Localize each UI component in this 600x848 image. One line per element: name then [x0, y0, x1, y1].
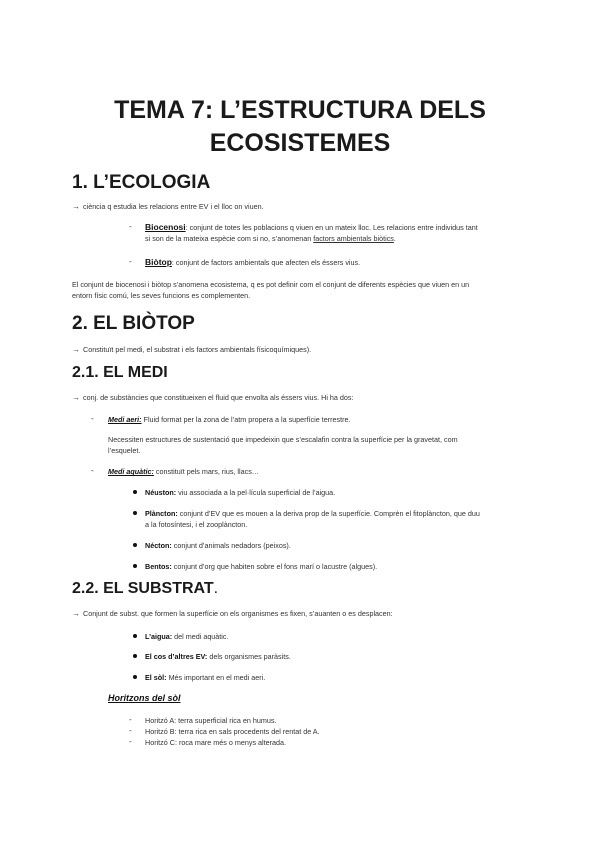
- biocenosi-link: factors ambientals biòtics: [313, 234, 394, 243]
- section-2-heading: 2. EL BIÒTOP: [72, 313, 195, 334]
- horitzons-heading: Horitzons del sòl: [108, 693, 181, 703]
- section-2-1-heading: 2.1. EL MEDI: [72, 364, 168, 381]
- horitzo-item: Horitzó B: terra rica en sals procedents del rentat de A.: [145, 727, 320, 736]
- section-1-intro: → ciència q estudia les relacions entre EV i el lloc on viuen.: [72, 202, 264, 211]
- arrow-icon: →: [72, 609, 80, 618]
- medi-aeri-note: Necessiten estructures de sustentació que impedeixin que s’escalafin contra la superfície per la gravetat, com l’esquelet.: [108, 435, 458, 455]
- medi-aquatic-item: Medi aquàtic: constituït pels mars, rius, llacs…: [108, 467, 259, 476]
- biocenosi-term: Biocenosi: [145, 222, 186, 232]
- bullet-dot-icon: [133, 675, 137, 679]
- dash-bullet-icon: -: [129, 715, 132, 724]
- medi-aeri-item: Medi aeri: Fluid format per la zona de l’atm propera a la superfície terrestre.: [108, 415, 351, 424]
- section-2-2-heading: 2.2. EL SUBSTRAT.: [72, 580, 219, 597]
- horitzo-item: Horitzó A: terra superficial rica en humus.: [145, 716, 277, 725]
- medi-aquatic-term: Medi aquàtic:: [108, 467, 154, 476]
- document-title-line-1: TEMA 7: L’ESTRUCTURA DELS: [114, 96, 486, 124]
- section-1-heading: 1. L’ECOLOGIA: [72, 172, 211, 193]
- bullet-dot-icon: [133, 564, 137, 568]
- neuston-item: Néuston: viu associada a la pel·lícula superficial de l’aigua.: [145, 488, 336, 497]
- bullet-dot-icon: [133, 511, 137, 515]
- section-2-1-intro: → conj. de substàncies que constitueixen el fluid que envolta als éssers vius. Hi ha dos:: [72, 393, 354, 402]
- biotop-term: Biòtop: [145, 257, 172, 267]
- biocenosi-item: Biocenosi: conjunt de totes les poblacions q viuen en un mateix lloc. Les relacions entre individus tant si son de la mateixa espècie com si no, s’anomenan factors ambientals biòtics.: [145, 222, 478, 243]
- document-title-line-2: ECOSISTEMES: [209, 129, 391, 157]
- dash-bullet-icon: -: [91, 466, 94, 475]
- dash-bullet-icon: -: [129, 257, 132, 266]
- bentos-item: Bentos: conjunt d’org que habiten sobre el fons marí o lacustre (algues).: [145, 562, 378, 571]
- horitzo-item: Horitzó C: roca mare més o menys alterada.: [145, 738, 287, 747]
- arrow-icon: →: [72, 202, 80, 211]
- section-2-2-intro: → Conjunt de subst. que formen la superfície on els organismes es fixen, s’auanten o es desplacen:: [72, 609, 393, 618]
- dash-bullet-icon: -: [129, 222, 132, 231]
- medi-aeri-term: Medi aeri:: [108, 415, 142, 424]
- biotop-item: Biòtop: conjunt de factors ambientals que afecten els éssers vius.: [145, 257, 361, 267]
- dash-bullet-icon: -: [91, 414, 94, 423]
- dash-bullet-icon: -: [129, 737, 132, 746]
- arrow-icon: →: [72, 345, 80, 354]
- bullet-dot-icon: [133, 543, 137, 547]
- bullet-dot-icon: [133, 490, 137, 494]
- cos-altres-ev-item: El cos d’altres EV: dels organismes paràsits.: [145, 652, 291, 661]
- sol-item: El sòl: Més important en el medi aeri.: [145, 673, 266, 682]
- arrow-icon: →: [72, 393, 80, 402]
- ecosystem-paragraph: El conjunt de biocenosi i biòtop s’anomena ecosistema, q es pot definir com el conjunt de diferents espècies que viuen en un entorn físic comú, les seves funcions es complementen.: [72, 280, 470, 300]
- plancton-item: Plàncton: conjunt d’EV que es mouen a la deriva prop de la superfície. Comprèn el fitoplàncton, que duu a la fotosíntesi, i el zooplàncton.: [145, 509, 480, 529]
- bullet-dot-icon: [133, 654, 137, 658]
- necton-item: Nécton: conjunt d’animals nedadors (peixos).: [145, 541, 291, 550]
- aigua-item: L’aigua: del medi aquàtic.: [145, 632, 229, 641]
- dash-bullet-icon: -: [129, 726, 132, 735]
- bullet-dot-icon: [133, 634, 137, 638]
- section-2-intro: → Constituït pel medi, el substrat i els factors ambientals físicoquímiques).: [72, 345, 312, 354]
